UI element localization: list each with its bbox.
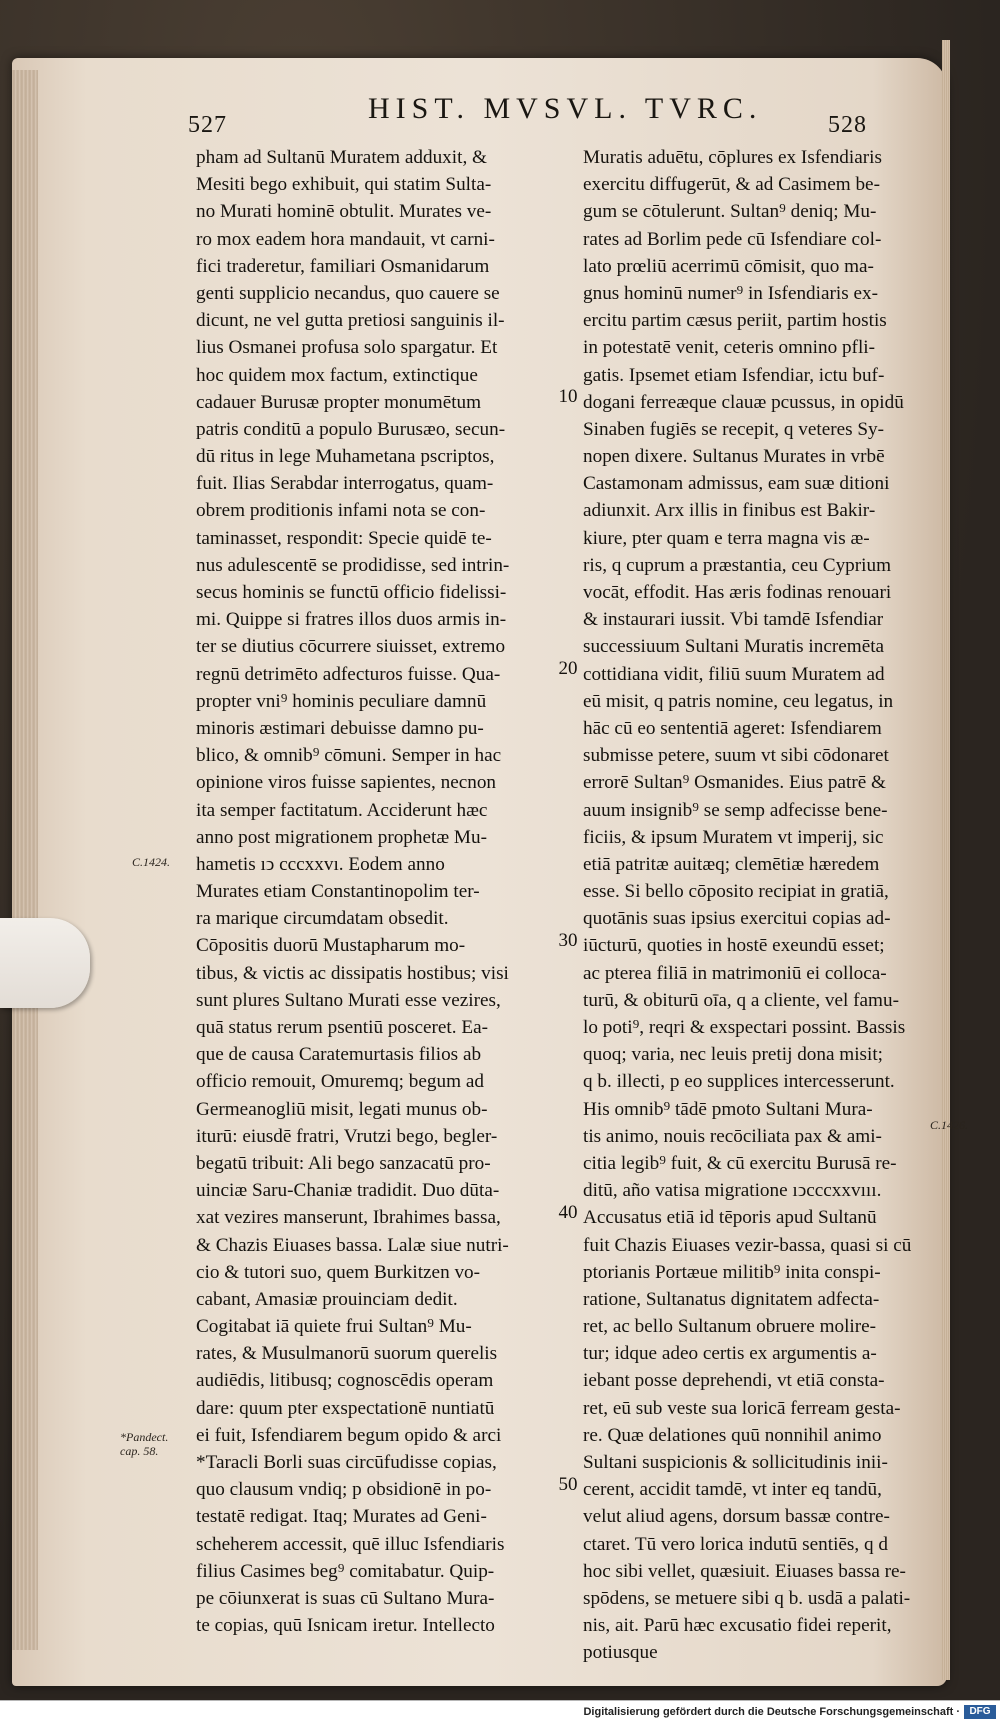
left-text-column [196, 144, 526, 1639]
text-line: patris conditū a populo Burusæo, secun- [196, 418, 506, 440]
text-line: iturū: eiusdē fratri, Vrutzi bego, begler- [196, 1125, 498, 1147]
text-line: Cōpositis duorū Mustapharum mo- [196, 935, 466, 957]
text-line: pham ad Sultanū Muratem adduxit, & [196, 147, 487, 168]
text-line: nus adulescentē se prodidisse, sed intrin- [196, 554, 510, 576]
running-header [188, 92, 948, 138]
text-line: rates, & Musulmanorū suorum querelis [196, 1343, 498, 1365]
dfg-logo: DFG [964, 1705, 996, 1719]
text-line: re. Quæ delationes quū nonnihil animo [583, 1424, 882, 1446]
text-line: ratione, Sultanatus dignitatem adfecta- [583, 1288, 880, 1310]
text-line: exercitu diffugerūt, & ad Casimem be- [583, 174, 880, 196]
text-line: spōdens, se metuere sibi q b. usdā a palati- [583, 1587, 911, 1609]
page-edges-right [942, 40, 950, 1680]
text-line: officio remouit, Omuremq; begum ad [196, 1071, 484, 1093]
text-line: Accusatus etiā id tēporis apud Sultanū [583, 1207, 877, 1229]
text-line: testatē redigat. Itaq; Murates ad Geni- [196, 1506, 487, 1528]
text-line: Castamonam admissus, eam suæ ditioni [583, 473, 890, 495]
text-line: cerent, accidit tamdē, vt inter eq tandū, [583, 1479, 882, 1501]
line-number-10: 10 [558, 386, 578, 407]
text-line: turū, & obiturū oīa, q a cliente, vel famu- [583, 989, 899, 1011]
text-line: dare: quum pter exspectationē nuntiatū [196, 1397, 495, 1419]
text-line: dicunt, ne vel gutta pretiosi sanguinis il- [196, 310, 505, 332]
page-number-left: 527 [188, 112, 227, 138]
text-line: ra marique circumdatam obsedit. [196, 908, 449, 930]
footer-credit: Digitalisierung gefördert durch die Deutsche Forschungsgemeinschaft · [583, 1706, 960, 1718]
margin-year-right: C.1426. [930, 1118, 969, 1132]
line-number-50: 50 [558, 1474, 578, 1495]
text-line: sunt plures Sultano Murati esse vezires, [196, 989, 501, 1011]
text-line: tis animo, nouis recōciliata pax & ami- [583, 1125, 882, 1147]
text-line: quā status rerum psentiū posceret. Ea- [196, 1017, 488, 1038]
text-line: Cogitabat iā quiete frui Sultan⁹ Mu- [196, 1316, 472, 1338]
text-line: dū ritus in lege Muhametana pscriptos, [196, 446, 495, 468]
text-line: taminasset, respondit: Specie quidē te- [196, 527, 492, 549]
text-line: minoris æstimari debuisse damno pu- [196, 717, 484, 739]
footer-bar [0, 1700, 1000, 1723]
text-line: propter vni⁹ hominis peculiare damnū [196, 690, 487, 712]
text-line: uinciæ Saru-Chaniæ tradidit. Duo dūta- [196, 1180, 500, 1202]
text-line: hoc sibi vellet, quæsiuit. Eiuases bassa re- [583, 1560, 906, 1582]
text-line: ro mox eadem hora mandauit, vt carni- [196, 228, 495, 250]
text-line: eū misit, q patris nomine, ceu legatus, in [583, 690, 894, 712]
text-line: errorē Sultan⁹ Osmanides. Eius patrē & [583, 772, 886, 794]
text-line: *Taracli Borli suas circūfudisse copias, [196, 1452, 497, 1473]
margin-pandect-note: *Pandect. cap. 58. [120, 1430, 169, 1458]
text-line: tur; idque adeo certis ex argumentis a- [583, 1343, 877, 1365]
text-line: nopen dixere. Sultanus Murates in vrbē [583, 446, 885, 468]
text-line: fuit. Ilias Serabdar interrogatus, quam- [196, 473, 494, 495]
text-line: hāc cū eo sententiā ageret: Isfendiarem [583, 717, 882, 739]
text-line: lo poti⁹, reqri & exspectari possint. Bassis [583, 1017, 906, 1038]
text-line: auum insignib⁹ se semp adfecisse bene- [583, 799, 888, 821]
text-line: xat vezires manserunt, Ibrahimes bassa, [196, 1207, 501, 1229]
text-line: iebant posse deprehendi, vt etiā consta- [583, 1370, 885, 1392]
line-number-20: 20 [558, 658, 578, 679]
text-line: pe cōiunxerat is suas cū Sultano Mura- [196, 1587, 495, 1609]
text-line: dogani ferreæque clauæ pcussus, in opidū [583, 391, 904, 413]
text-line: quo clausum vndiq; p obsidionē in po- [196, 1479, 492, 1501]
text-line: gatis. Ipsemet etiam Isfendiar, ictu buf- [583, 364, 885, 386]
text-line: esse. Si bello cōposito recipiat in gratiā, [583, 881, 889, 903]
text-line: fici traderetur, familiari Osmanidarum [196, 255, 490, 277]
right-text-column [583, 144, 923, 1667]
text-line: potiusque [583, 1642, 658, 1664]
text-line: blico, & omnib⁹ cōmuni. Semper in hac [196, 745, 502, 767]
bookmark-strip [0, 918, 90, 1008]
text-line: mi. Quippe si fratres illos duos armis in- [196, 609, 507, 631]
text-line: vocāt, effodit. Has æris fodinas renouari [583, 582, 892, 603]
text-line: filius Casimes beg⁹ comitabatur. Quip- [196, 1560, 495, 1582]
text-line: obrem proditionis infami nota se con- [196, 500, 486, 522]
text-line: genti supplicio necandus, quo cauere se [196, 282, 500, 304]
text-line: iūcturū, quoties in hostē exeundū esset; [583, 935, 885, 957]
text-line: gum se cōtulerunt. Sultan⁹ deniq; Mu- [583, 201, 877, 223]
text-line: lius Osmanei profusa solo spargatur. Et [196, 337, 498, 359]
page-number-right: 528 [828, 112, 867, 138]
text-line: no Murati hominē obtulit. Murates ve- [196, 201, 492, 223]
text-line: etiā patritæ auitæq; clemētiæ hæredem [583, 853, 880, 875]
text-line: velut aliud agens, dorsum bassæ contre- [583, 1506, 890, 1528]
text-line: cabant, Amasiæ prouinciam dedit. [196, 1288, 458, 1310]
text-line: lato prœliū acerrimū cōmisit, quo ma- [583, 255, 874, 277]
text-line: gnus hominū numer⁹ in Isfendiaris ex- [583, 282, 878, 304]
text-line: audiēdis, litibusq; cognoscēdis operam [196, 1370, 494, 1392]
text-line: cadauer Burusæ propter monumētum [196, 391, 482, 413]
text-line: cio & tutori suo, quem Burkitzen vo- [196, 1261, 481, 1283]
text-line: ptorianis Portæue militib⁹ inita conspi- [583, 1261, 881, 1283]
text-line: submisse petere, suum vt sibi cōdonaret [583, 745, 889, 767]
text-line: hametis ıↄ cccxxvı. Eodem anno [196, 853, 445, 875]
text-line: citia legib⁹ fuit, & cū exercitu Burusā re- [583, 1152, 897, 1174]
running-title: HIST. MVSVL. TVRC. [368, 92, 763, 125]
text-line: scheherem accessit, quē illuc Isfendiaris [196, 1533, 505, 1555]
text-line: ctaret. Tū vero lorica indutū sentiēs, q d [583, 1533, 888, 1555]
text-line: Muratis aduētu, cōplures ex Isfendiaris [583, 147, 882, 168]
text-line: ris, q cuprum a præstantia, ceu Cyprium [583, 554, 892, 576]
text-line: quotānis suas ipsius exercitui copias ad- [583, 908, 891, 930]
text-line: regnū detrimēto adfecturos fuisse. Qua- [196, 663, 501, 685]
margin-year-left: C.1424. [132, 855, 171, 869]
text-line: ei fuit, Isfendiarem begum opido & arci [196, 1424, 502, 1446]
text-line: ret, eū sub veste sua loricā ferream gesta- [583, 1397, 901, 1419]
text-line: successiuum Sultani Muratis incremēta [583, 636, 885, 658]
text-line: kiure, pter quam e terra magna vis æ- [583, 527, 870, 549]
text-line: ret, ac bello Sultanum obruere molire- [583, 1316, 877, 1338]
page-edges-left [12, 70, 38, 1650]
text-line: opinione viros fuisse sapientes, necnon [196, 772, 497, 794]
text-line: fuit Chazis Eiuases vezir-bassa, quasi si cū [583, 1234, 912, 1256]
text-line: te copias, quū Isnicam iretur. Intellecto [196, 1615, 495, 1637]
text-line: & Chazis Eiuases bassa. Lalæ siue nutri- [196, 1234, 509, 1256]
text-line: que de causa Caratemurtasis filios ab [196, 1044, 482, 1066]
text-line: Germeanogliū misit, legati munus ob- [196, 1098, 488, 1120]
text-line: ficiis, & ipsum Muratem vt imperij, sic [583, 826, 884, 848]
text-line: ita semper factitatum. Acciderunt hæc [196, 799, 488, 821]
text-line: begatū tribuit: Ali bego sanzacatū pro- [196, 1152, 491, 1174]
text-line: ercitu partim cæsus periit, partim hostis [583, 310, 887, 332]
text-line: ditū, año vatisa migratione ıↄcccxxvııı. [583, 1180, 882, 1202]
text-line: His omnib⁹ tādē pmoto Sultani Mura- [583, 1098, 873, 1120]
text-line: ter se diutius cōcurrere siuisset, extremo [196, 636, 506, 658]
text-line: & instaurari iussit. Vbi tamdē Isfendiar [583, 609, 884, 631]
text-line: Murates etiam Constantinopolim ter- [196, 881, 480, 903]
text-line: anno post migrationem prophetæ Mu- [196, 826, 487, 848]
text-line: adiunxit. Arx illis in finibus est Bakir- [583, 500, 876, 522]
text-line: nis, ait. Parū hæc excusatio fidei reperit, [583, 1615, 892, 1637]
text-line: Sultani suspicionis & sollicitudinis inii- [583, 1452, 888, 1473]
text-line: ac pterea filiā in matrimoniū ei colloca- [583, 962, 887, 984]
text-line: rates ad Borlim pede cū Isfendiare col- [583, 228, 882, 250]
text-line: Mesiti bego exhibuit, qui statim Sulta- [196, 174, 492, 196]
text-line: secus hominis se functū officio fidelissi- [196, 582, 507, 603]
text-line: cottidiana vidit, filiū suum Muratem ad [583, 663, 885, 685]
line-number-40: 40 [558, 1202, 578, 1223]
line-number-30: 30 [558, 930, 578, 951]
text-line: hoc quidem mox factum, extinctique [196, 364, 478, 386]
text-line: in potestatē venit, ceteris omnino pfli- [583, 337, 876, 359]
text-line: tibus, & victis ac dissipatis hostibus; visi [196, 962, 509, 984]
text-line: quoq; varia, nec leuis pretij dona misit; [583, 1044, 884, 1066]
text-line: q b. illecti, p eo supplices intercesserunt. [583, 1071, 895, 1093]
text-line: Sinaben fugiēs se recepit, q veteres Sy- [583, 418, 885, 440]
